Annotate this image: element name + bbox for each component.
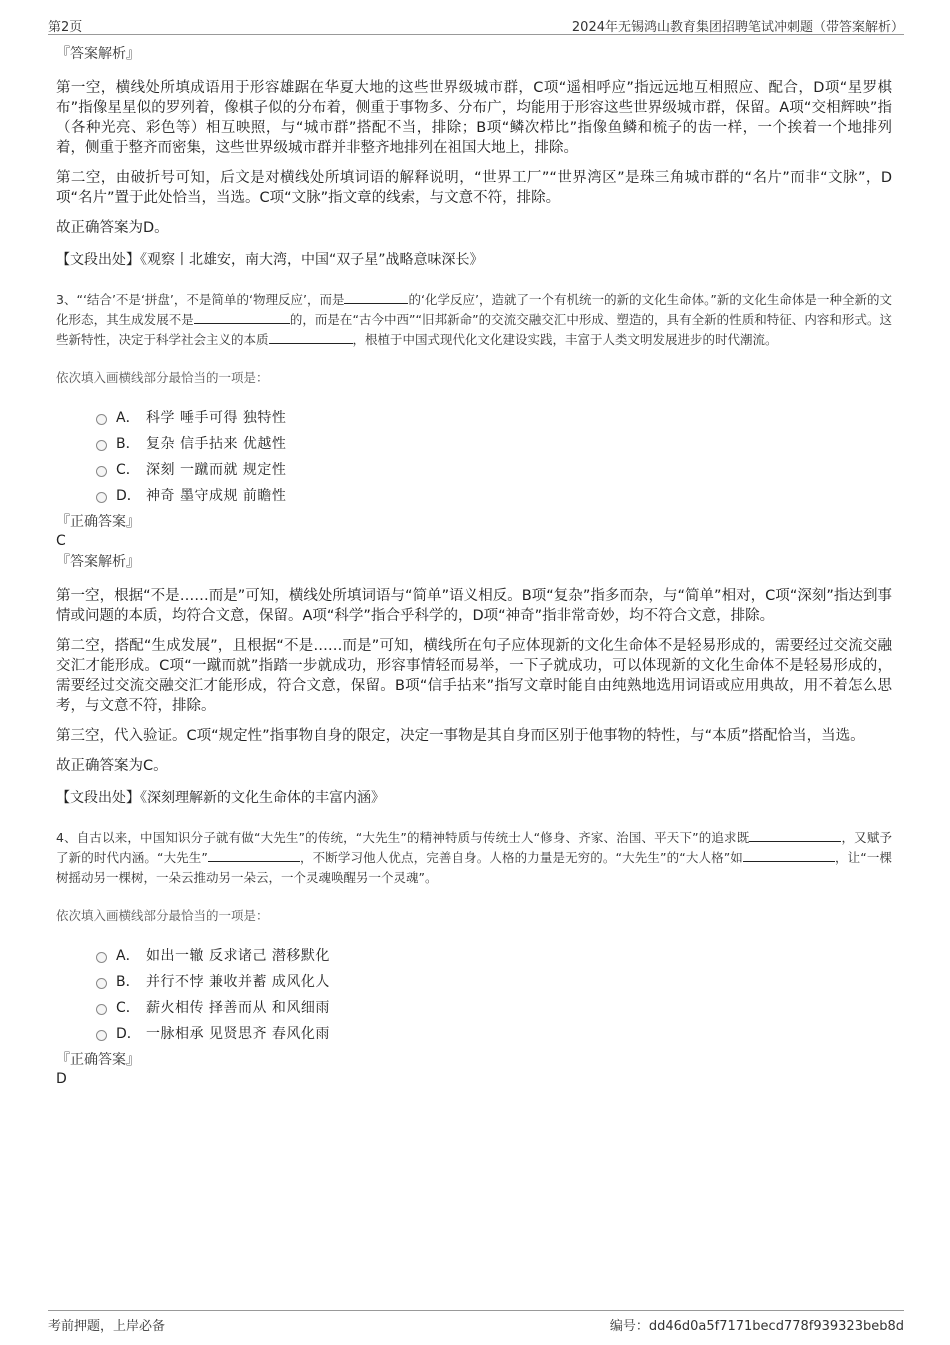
q3-option-b[interactable]: B． 复杂 信手拈来 优越性 — [96, 430, 892, 456]
document-code-label: 编号： — [609, 1319, 649, 1334]
q4-answer: D — [56, 1071, 67, 1087]
page-content — [56, 44, 892, 1088]
q4-stem — [56, 828, 892, 888]
q4-blank-1 — [749, 829, 841, 842]
q3-analysis-paragraph-1: 第一空，根据“不是……而是”可知，横线处所填词语与“简单”语义相反。B项“复杂”指多而杂，与“简单”相对，C项“深刻”指达到事情或问题的本质，均符合文意，保留。A项“科学”指合乎科学的，D项“神奇”指非常奇妙，均不符合文意，排除。 — [56, 588, 892, 624]
q3-stem-part-3: 的，而是在“古今中西”“旧邦新命”的交流交融交汇中形成、塑造的，具有全新的性质和特征、内容和形式。这些新特性，决定于科学社会主义的本质 — [56, 312, 892, 347]
q3-analysis-paragraph-3: 第三空，代入验证。C项“规定性”指事物自身的限定，决定一事物是其自身而区别于他事物的特性，与“本质”搭配恰当，当选。 — [56, 728, 865, 744]
q4-blank-2 — [208, 849, 300, 862]
radio-icon[interactable] — [96, 952, 107, 963]
q3-answer: C — [56, 533, 66, 549]
q3-option-a[interactable]: A． 科学 唾手可得 独特性 — [96, 404, 892, 430]
q4-option-a[interactable]: A． 如出一辙 反求诸己 潜移默化 — [96, 942, 892, 968]
q4-option-d[interactable]: D． 一脉相承 见贤思齐 春风化雨 — [96, 1020, 892, 1046]
page-footer — [48, 1310, 904, 1334]
radio-icon[interactable] — [96, 414, 107, 425]
q3-blank-1 — [344, 291, 408, 304]
q4-stem-part-3: ，不断学习他人优点，完善自身。人格的力量是无穷的。“大先生”的“大人格”如 — [299, 850, 743, 865]
q2-analysis-tag: 『答案解析』 — [56, 46, 140, 62]
radio-icon[interactable] — [96, 492, 107, 503]
page-header — [48, 14, 904, 35]
q3-answer-tag: 『正确答案』 — [56, 514, 140, 530]
q4-option-b[interactable]: B． 并行不悖 兼收并蓄 成风化人 — [96, 968, 892, 994]
q3-option-c[interactable]: C． 深刻 一蹴而就 规定性 — [96, 456, 892, 482]
q3-source: 【文段出处】《深刻理解新的文化生命体的丰富内涵》 — [56, 790, 385, 806]
radio-icon[interactable] — [96, 1030, 107, 1041]
q3-analysis-paragraph-2: 第二空，搭配“生成发展”，且根据“不是……而是”可知，横线所在句子应体现新的文化生命体不是轻易形成的，需要经过交流交融交汇才能形成。C项“一蹴而就”指踏一步就成功，形容事情轻而易举，一下子就成功，可以体现新的文化生命体不是轻易形成的，需要经过交流交融交汇才能形成，符合文意，保留。B项“信手拈来”指写文章时能自由纯熟地选用词语或应用典故，用不着怎么思考，与文意不符，排除。 — [56, 638, 892, 714]
document-code-value: dd46d0a5f7171becd778f939323beb8d — [648, 1319, 904, 1334]
q4-prompt: 依次填入画横线部分最恰当的一项是： — [56, 908, 269, 923]
q3-stem-part-1: 3、“‘结合’不是‘拼盘’，不是简单的‘物理反应’，而是 — [56, 292, 345, 307]
radio-icon[interactable] — [96, 440, 107, 451]
radio-icon[interactable] — [96, 466, 107, 477]
q3-stem-part-4: ，根植于中国式现代化文化建设实践，丰富于人类文明发展进步的时代潮流。 — [352, 332, 778, 347]
q4-options — [96, 942, 892, 1046]
q3-option-d[interactable]: D． 神奇 墨守成规 前瞻性 — [96, 482, 892, 508]
q4-stem-part-1: 4、自古以来，中国知识分子就有做“大先生”的传统，“大先生”的精神特质与传统士人“修身、齐家、治国、平天下”的追求既 — [56, 830, 750, 845]
q3-blank-2 — [194, 311, 290, 324]
q4-blank-3 — [743, 849, 835, 862]
q3-analysis-tag: 『答案解析』 — [56, 554, 140, 570]
q2-conclusion: 故正确答案为D。 — [56, 220, 169, 236]
q3-prompt: 依次填入画横线部分最恰当的一项是： — [56, 370, 269, 385]
q4-stem-part-2: ，又赋予了新的时代内涵。“大先生” — [56, 830, 892, 865]
q2-analysis-paragraph-1: 第一空，横线处所填成语用于形容雄踞在华夏大地的这些世界级城市群，C项“遥相呼应”指远远地互相照应、配合，D项“星罗棋布”指像星星似的罗列着，像棋子似的分布着，侧重于事物多、分布广，均能用于形容这些世界级城市群，保留。A项“交相辉映”指（各种光亮、彩色等）相互映照，与“城市群”搭配不当，排除；B项“鳞次栉比”指像鱼鳞和梳子的齿一样，一个挨着一个地排列着，侧重于整齐而密集，这些世界级城市群并非整齐地排列在祖国大地上，排除。 — [56, 80, 892, 156]
q2-analysis-paragraph-2: 第二空，由破折号可知，后文是对横线处所填词语的解释说明，“世界工厂”“世界湾区”是珠三角城市群的“名片”而非“文脉”，D项“名片”置于此处恰当，当选。C项“文脉”指文章的线索，与文意不符，排除。 — [56, 170, 892, 206]
q2-source: 【文段出处】《观察丨北雄安，南大湾，中国“双子星”战略意味深长》 — [56, 252, 484, 268]
document-code — [610, 1315, 904, 1334]
footer-slogan: 考前押题，上岸必备 — [48, 1319, 166, 1334]
radio-icon[interactable] — [96, 1004, 107, 1015]
document-title: 2024年无锡鸿山教育集团招聘笔试冲刺题（带答案解析） — [571, 20, 904, 35]
q4-answer-tag: 『正确答案』 — [56, 1052, 140, 1068]
radio-icon[interactable] — [96, 978, 107, 989]
q4-stem-part-4: ，让“一棵树摇动另一棵树，一朵云推动另一朵云，一个灵魂唤醒另一个灵魂”。 — [56, 850, 893, 885]
q3-options — [96, 404, 892, 508]
q3-stem — [56, 290, 892, 350]
page-number: 第2页 — [48, 20, 83, 35]
q3-conclusion: 故正确答案为C。 — [56, 758, 168, 774]
q4-option-c[interactable]: C． 薪火相传 择善而从 和风细雨 — [96, 994, 892, 1020]
q3-stem-part-2: 的‘化学反应’，造就了一个有机统一的新的文化生命体。”新的文化生命体是一种全新的文化形态，其生成发展不是 — [56, 292, 892, 327]
q3-blank-3 — [269, 331, 353, 344]
